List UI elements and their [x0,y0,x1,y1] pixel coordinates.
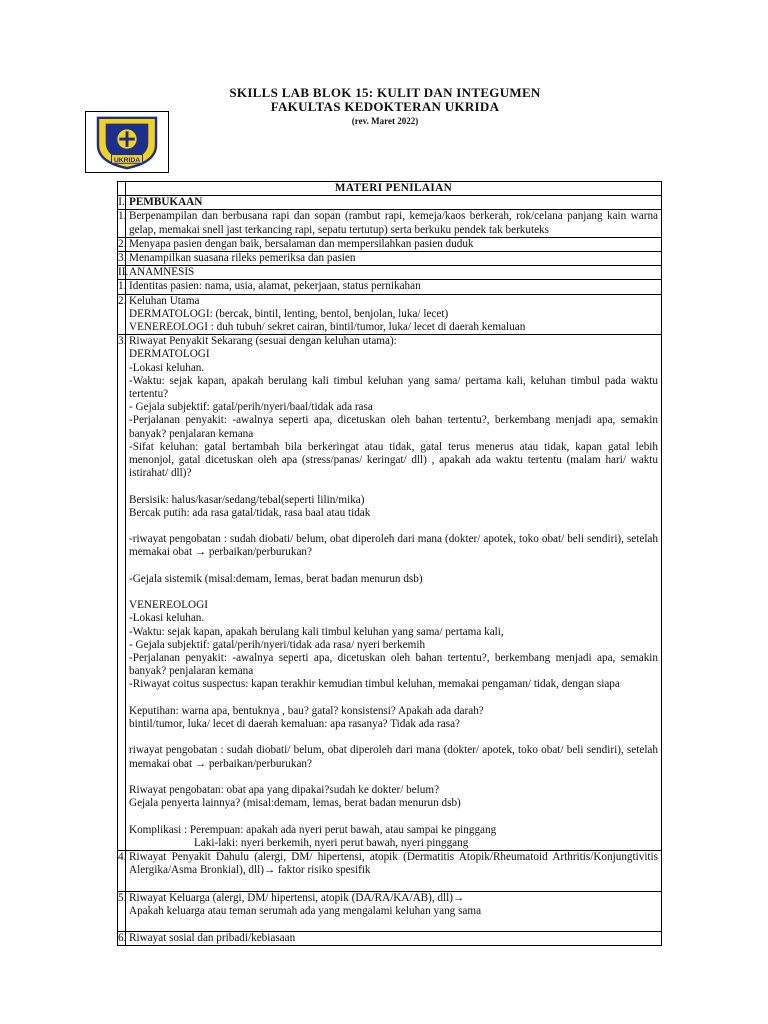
content-line: bintil/tumor, luka/ lecet di daerah kemaluan: apa rasanya? Tidak ada rasa? [129,718,461,731]
table-row [118,891,662,932]
header-title-line1: SKILLS LAB BLOK 15: KULIT DAN INTEGUMEN [229,85,541,100]
row-content [126,891,662,932]
content-line: - Gejala subjektif: gatal/perih/nyeri/tidak ada rasa/ nyeri berkemih [129,638,426,651]
content-line: Riwayat Keluarga (alergi, DM/ hipertensi, atopik (DA/RA/KA/AB), dll)→ [129,891,465,904]
header-revision: (rev. Maret 2022) [351,116,419,126]
content-line: Apakah keluarga atau teman serumah ada yang mengalami keluhan yang sama [129,904,482,917]
row-number: 2. [118,237,127,250]
content-line: -Lokasi keluhan. [129,361,205,374]
content-line: Riwayat Penyakit Dahulu (alergi, DM/ hipertensi, atopik (Dermatitis Atopik/Rheumatoid Arthritis/Konjungtivitis Alergika/Asma Bronkial), dll)→ faktor risiko spesifik [129,851,658,877]
row-content [126,237,662,251]
row-number: 1. [118,210,126,237]
content-line: riwayat pengobatan : sudah diobati/ belum, obat diperoleh dari mana (dokter/ apotek, toko obat/ beli sendiri), setelah memakai obat → perbaikan/perburukan? [129,744,658,770]
content-line: Berpenampilan dan berbusana rapi dan sopan (rambut rapi, kemeja/kaos berkerah, rok/celana panjang kain warna gelap, memakai snell jast terkancing rapi, sepatu tertutup) serta berkuku pendek tak berkuteks [129,210,658,236]
content-line: -Waktu: sejak kapan, apakah berulang kali timbul keluhan yang sama/ pertama kali, [129,625,504,638]
row-content [126,280,662,294]
table-row [118,932,662,946]
row-number: I. [118,196,125,209]
table-row [118,237,662,251]
content-line: Keputihan: warna apa, bentuknya , bau? gatal? konsistensi? Apakah ada darah? [129,704,484,717]
content-line: Bersisik: halus/kasar/sedang/tebal(seperti lilin/mika) [129,493,365,506]
content-line: Riwayat pengobatan: obat apa yang dipakai?sudah ke dokter/ belum? [129,784,440,797]
blank-line [129,877,658,890]
content-line: Menyapa pasien dengan baik, bersalaman dan mempersilahkan pasien duduk [129,237,474,250]
table-row [118,266,662,280]
content-line: ANAMNESIS [129,266,195,279]
content-line: PEMBUKAAN [129,196,203,209]
header-title-line2: FAKULTAS KEDOKTERAN UKRIDA [270,99,500,114]
row-content [126,294,662,335]
table-row [118,210,662,237]
blank-line [129,480,658,493]
blank-line [129,810,658,823]
content-line: DERMATOLOGI [129,348,210,361]
row-number: 4. [118,851,126,892]
content-line: Riwayat Penyakit Sekarang (sesuai dengan keluhan utama): [129,335,397,348]
content-line: VENEREOLOGI [129,599,208,612]
row-content [126,266,662,280]
content-line: -Waktu: sejak kapan, apakah berulang kali timbul keluhan yang sama/ pertama kali, keluhan timbul pada waktu tertentu? [129,374,658,401]
table-row [118,335,662,851]
blank-line [129,586,658,599]
ukrida-logo [85,111,169,173]
table-row [118,280,662,294]
row-content [126,851,662,892]
row-content [126,335,662,851]
content-line: - Gejala subjektif: gatal/perih/nyeri/baal/tidak ada rasa [129,401,373,414]
blank-line [129,918,658,931]
content-line: Riwayat sosial dan pribadi/kebiasaan [129,932,296,945]
content-line: Identitas pasien: nama, usia, alamat, pekerjaan, status pernikahan [129,280,421,293]
content-line: -Perjalanan penyakit: -awalnya seperti apa, dicetuskan oleh bahan tertentu?, berkembang menjadi apa, semakin banyak? penjalaran kemana [129,414,658,440]
table-row [118,252,662,266]
table-row [118,196,662,210]
row-number: 6. [118,932,127,945]
assessment-table [117,181,662,946]
content-line: Komplikasi : Perempuan: apakah ada nyeri perut bawah, atau sampai ke pinggang [129,823,497,836]
content-line: Menampilkan suasana rileks pemeriksa dan pasien [129,252,356,265]
blank-line [129,692,658,705]
row-content [126,196,662,210]
content-line: Bercak putih: ada rasa gatal/tidak, rasa baal atau tidak [129,506,371,519]
content-line: -Perjalanan penyakit: -awalnya seperti apa, dicetuskan oleh bahan tertentu?, berkembang menjadi apa, semakin banyak? penjalaran kemana [129,652,658,678]
row-content [126,252,662,266]
content-line: -Sifat keluhan: gatal bertambah bila berkeringat atau tidak, gatal terus menerus atau tidak, kapan gatal lebih menonjol, gatal dicetuskan oleh apa (stress/panas/ keringat/ dll) , apakah ada waktu tertentu (malam hari/ waktu istirahat/ dll)? [129,440,658,480]
content-line: VENEREOLOGI : duh tubuh/ sekret cairan, bintil/tumor, luka/ lecet di daerah kemaluan [129,321,526,334]
table-heading-row [118,182,662,196]
document-header [185,86,585,128]
row-content [126,210,662,237]
blank-line [129,520,658,533]
row-number: 5. [118,891,126,932]
ukrida-shield-icon [86,112,168,172]
content-line: DERMATOLOGI: (bercak, bintil, lenting, bentol, benjolan, luka/ lecet) [129,307,449,320]
content-line: Laki-laki: nyeri berkemih, nyeri perut bawah, nyeri pinggang [194,836,469,849]
row-number: 2. [118,294,126,335]
content-line: -Riwayat coitus suspectus: kapan terakhir kemudian timbul keluhan, memakai pengaman/ tidak, dengan siapa [129,678,620,691]
row-number: II. [118,266,129,279]
content-line: Gejala penyerta lainnya? (misal:demam, lemas, berat badan menurun dsb) [129,797,461,810]
blank-line [129,771,658,784]
row-number: 3. [118,335,126,851]
logo-text: UKRIDA [113,156,141,164]
content-line: Keluhan Utama [129,294,200,307]
table-heading: MATERI PENILAIAN [126,182,662,196]
heading-empty-cell [118,182,126,196]
row-content [126,932,662,946]
row-number: 3. [118,252,127,265]
blank-line [129,731,658,744]
content-line: -Lokasi keluhan. [129,612,205,625]
row-number: 1. [118,280,127,293]
table-row [118,851,662,892]
content-line: -riwayat pengobatan : sudah diobati/ belum, obat diperoleh dari mana (dokter/ apotek, toko obat/ beli sendiri), setelah memakai obat → perbaikan/perburukan? [129,533,658,559]
blank-line [129,560,658,573]
table-row [118,294,662,335]
content-line: -Gejala sistemik (misal:demam, lemas, berat badan menurun dsb) [129,572,423,585]
